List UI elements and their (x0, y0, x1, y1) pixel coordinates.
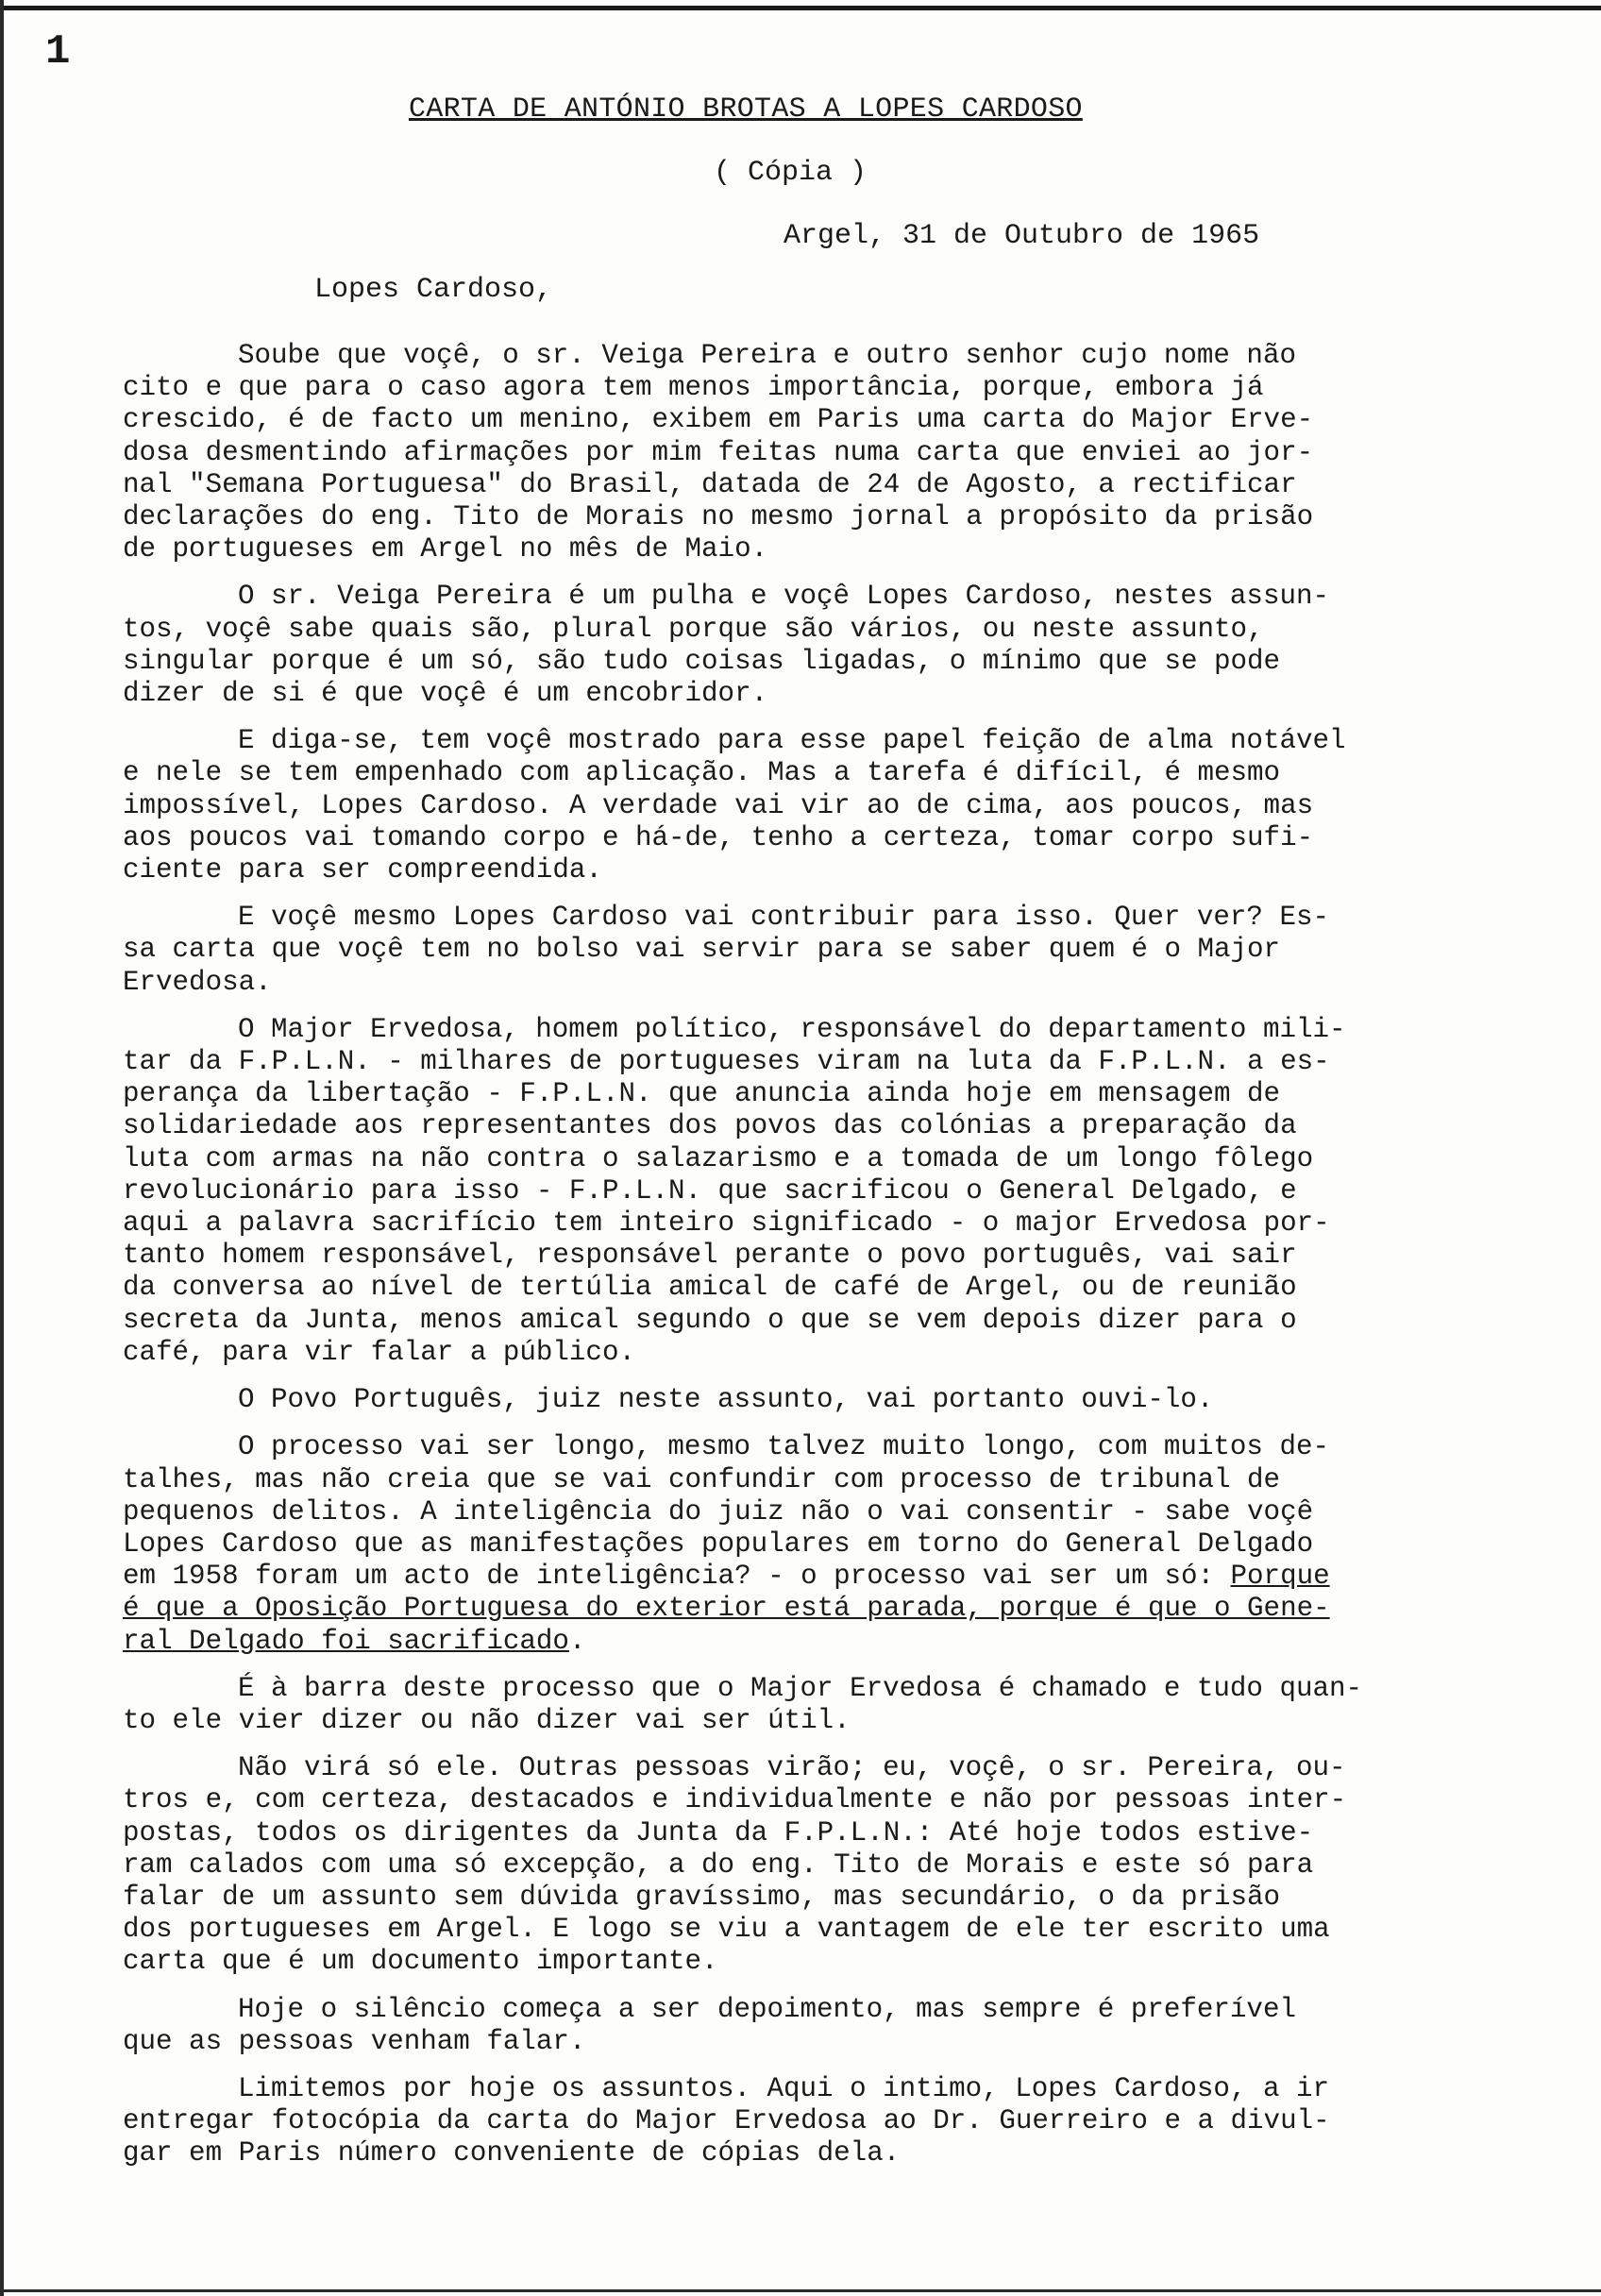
text-line: O processo vai ser longo, mesmo talvez muito longo, com muitos de- (238, 1431, 1330, 1463)
text-line: entregar fotocópia da carta do Major Ervedosa ao Dr. Guerreiro e a divul- (123, 2105, 1330, 2137)
salutation: Lopes Cardoso, (314, 274, 553, 306)
paragraph (123, 581, 1520, 710)
text-line: ram calados com uma só excepção, a do eng. Tito de Morais e este só para (123, 1849, 1314, 1881)
underlined-text: ral Delgado foi sacrificado (123, 1625, 569, 1657)
text-line: singular porque é um só, são tudo coisas ligadas, o mínimo que se pode (123, 645, 1281, 677)
text-line: perança da libertação - F.P.L.N. que anuncia ainda hoje em mensagem de (123, 1078, 1281, 1110)
text-line: tar da F.P.L.N. - milhares de portugueses viram na luta da F.P.L.N. a es- (123, 1046, 1330, 1078)
underlined-text: é que a Oposição Portuguesa do exterior está parada, porque é que o Gene- (123, 1593, 1330, 1625)
text-line: da conversa ao nível de tertúlia amical de café de Argel, ou de reunião (123, 1272, 1297, 1304)
text-line: café, para vir falar a público. (123, 1336, 635, 1368)
paragraph (123, 2073, 1520, 2170)
text-line: que as pessoas venham falar. (123, 2025, 586, 2057)
text-line: Hoje o silêncio começa a ser depoimento, mas sempre é preferível (238, 1993, 1296, 2025)
text-line: declarações do eng. Tito de Morais no mesmo jornal a propósito da prisão (123, 501, 1314, 533)
text-line: sa carta que voçê tem no bolso vai servir para se saber quem é o Major (123, 934, 1281, 966)
text-line: pequenos delitos. A inteligência do juiz não o vai consentir - sabe voçê (123, 1495, 1314, 1528)
left-scan-edge (0, 0, 4, 2296)
paragraph (123, 1384, 1520, 1416)
text-line: de portugueses em Argel no mês de Maio. (123, 533, 768, 566)
text-line: aqui a palavra sacrifício tem inteiro significado - o major Ervedosa por- (123, 1207, 1330, 1240)
text-line: E diga-se, tem voçê mostrado para esse papel feição de alma notável (238, 725, 1346, 757)
paragraph (123, 1994, 1520, 2058)
text-line: talhes, mas não creia que se vai confundir com processo de tribunal de (123, 1463, 1281, 1495)
bottom-scan-edge (0, 2289, 1601, 2292)
text-line: carta que é um documento importante. (123, 1946, 718, 1978)
paragraph (123, 1014, 1520, 1369)
text-line: to ele vier dizer ou não dizer vai ser útil. (123, 1704, 851, 1736)
text-line: Não virá só ele. Outras pessoas virão; eu, voçê, o sr. Pereira, ou- (238, 1752, 1346, 1784)
text-line: gar em Paris número conveniente de cópias dela. (123, 2137, 901, 2169)
text-line: tanto homem responsável, responsável perante o povo português, vai sair (123, 1240, 1297, 1272)
paragraph (123, 1431, 1520, 1657)
text-segment: . (568, 1625, 586, 1657)
text-segment: em 1958 foram um acto de inteligência? - o processo vai ser um só: (123, 1561, 1215, 1593)
text-line: O sr. Veiga Pereira é um pulha e voçê Lopes Cardoso, nestes assun- (238, 581, 1330, 613)
text-line: Lopes Cardoso que as manifestações populares em torno do General Delgado (123, 1528, 1314, 1560)
text-line: revolucionário para isso - F.P.L.N. que sacrificou o General Delgado, e (123, 1174, 1297, 1207)
text-line: secreta da Junta, menos amical segundo o que se vem depois dizer para o (123, 1304, 1297, 1336)
text-line: tos, voçê sabe quais são, plural porque são vários, ou neste assunto, (123, 613, 1264, 645)
text-line: postas, todos os dirigentes da Junta da F.P.L.N.: Até hoje todos estive- (123, 1816, 1314, 1849)
paragraph (123, 725, 1520, 886)
text-line (123, 1626, 1520, 1658)
text-line: dizer de si é que voçê é um encobridor. (123, 678, 768, 710)
text-line: Limitemos por hoje os assuntos. Aqui o intimo, Lopes Cardoso, a ir (238, 2072, 1330, 2104)
text-line (123, 1561, 1520, 1593)
text-line: dosa desmentindo afirmações por mim feitas numa carta que enviei ao jor- (123, 436, 1314, 468)
text-line: tros e, com certeza, destacados e individualmente e não por pessoas inter- (123, 1784, 1347, 1816)
text-line: crescido, é de facto um menino, exibem em Paris uma carta do Major Erve- (123, 404, 1314, 436)
text-line: ciente para ser compreendida. (123, 854, 602, 886)
document-subtitle: ( Cópia ) (714, 157, 868, 189)
paragraph (123, 902, 1520, 999)
top-border (0, 6, 1601, 10)
text-line: e nele se tem empenhado com aplicação. Mas a tarefa é difícil, é mesmo (123, 757, 1281, 789)
text-line: aos poucos vai tomando corpo e há-de, tenho a certeza, tomar corpo sufi- (123, 821, 1314, 853)
paragraph (123, 1673, 1520, 1737)
page-number: 1 (45, 28, 71, 76)
letter-body (123, 340, 1520, 2186)
underlined-text: Porque (1230, 1561, 1330, 1593)
text-line: falar de um assunto sem dúvida gravíssimo, mas secundário, o da prisão (123, 1881, 1281, 1913)
text-line: O Major Ervedosa, homem político, responsável do departamento mili- (238, 1013, 1346, 1045)
dateline: Argel, 31 de Outubro de 1965 (784, 220, 1260, 252)
text-line: É à barra deste processo que o Major Ervedosa é chamado e tudo quan- (238, 1672, 1363, 1704)
text-line: luta com armas na não contra o salazarismo e a tomada de um longo fôlego (123, 1142, 1314, 1174)
text-line: nal "Semana Portuguesa" do Brasil, datada de 24 de Agosto, a rectificar (123, 468, 1297, 500)
paragraph (123, 1752, 1520, 1978)
text-line: O Povo Português, juiz neste assunto, vai portanto ouvi-lo. (238, 1384, 1214, 1416)
text-line: Ervedosa. (123, 966, 272, 998)
paragraph (123, 340, 1520, 566)
text-line: impossível, Lopes Cardoso. A verdade vai vir ao de cima, aos poucos, mas (123, 789, 1314, 821)
text-line: Soube que voçê, o sr. Veiga Pereira e outro senhor cujo nome não (238, 340, 1296, 371)
document-title: CARTA DE ANTÓNIO BROTAS A LOPES CARDOSO (409, 93, 1083, 126)
text-line: E voçê mesmo Lopes Cardoso vai contribuir para isso. Quer ver? Es- (238, 902, 1330, 934)
text-line: solidariedade aos representantes dos povos das colónias a preparação da (123, 1110, 1297, 1142)
text-line: cito e que para o caso agora tem menos importância, porque, embora já (123, 372, 1264, 404)
text-line: dos portugueses em Argel. E logo se viu a vantagem de ele ter escrito uma (123, 1914, 1330, 1946)
